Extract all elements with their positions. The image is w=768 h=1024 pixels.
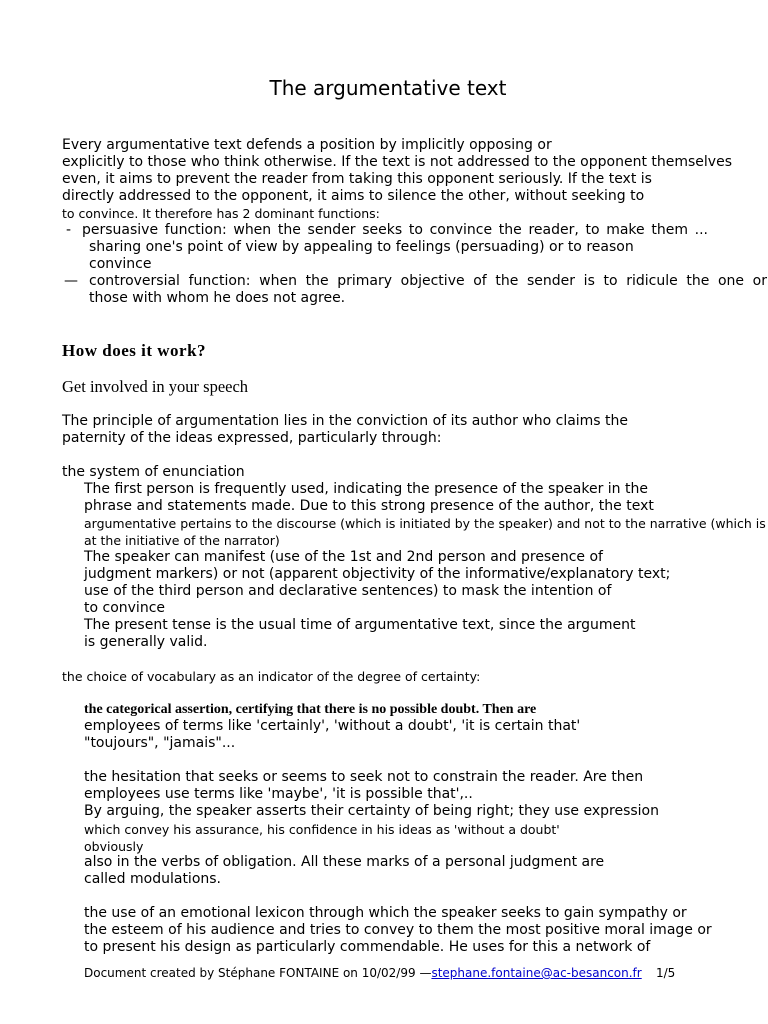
enunciation-line: at the initiative of the narrator)	[84, 533, 280, 548]
enunciation-line: The present tense is the usual time of argumentative text, since the argument	[84, 617, 636, 633]
page-footer	[84, 966, 642, 980]
enunciation-line: is generally valid.	[84, 634, 208, 650]
persuasive-function-line: sharing one's point of view by appealing to feelings (persuading) or to reason	[89, 239, 634, 255]
hesitation-line: By arguing, the speaker asserts their certainty of being right; they use expression	[84, 803, 659, 819]
page-number: 1/5	[656, 966, 676, 980]
intro-line: explicitly to those who think otherwise. If the text is not addressed to the opponent themselves	[62, 154, 732, 170]
hesitation-line: which convey his assurance, his confidence in his ideas as 'without a doubt'	[84, 822, 560, 837]
persuasive-function-line: convince	[89, 256, 152, 272]
hesitation-line: obviously	[84, 839, 144, 854]
enunciation-line: The speaker can manifest (use of the 1st and 2nd person and presence of	[84, 549, 603, 565]
hesitation-line: the hesitation that seeks or seems to seek not to constrain the reader. Are then	[84, 769, 644, 785]
enunciation-line: judgment markers) or not (apparent objectivity of the informative/explanatory text;	[84, 566, 671, 582]
hesitation-line: called modulations.	[84, 871, 221, 887]
persuasive-bullet: -	[66, 222, 72, 238]
intro-line: Every argumentative text defends a position by implicitly opposing or	[62, 137, 552, 153]
intro-line: directly addressed to the opponent, it aims to silence the other, without seeking to	[62, 188, 645, 204]
categorical-assertion-line: "toujours", "jamais"...	[84, 735, 236, 751]
intro-line: to convince. It therefore has 2 dominant functions:	[62, 206, 380, 221]
enunciation-line: The first person is frequently used, indicating the presence of the speaker in the	[84, 481, 648, 497]
hesitation-line: employees use terms like 'maybe', 'it is possible that',..	[84, 786, 473, 802]
enunciation-line: phrase and statements made. Due to this strong presence of the author, the text	[84, 498, 654, 514]
categorical-assertion-line: employees of terms like 'certainly', 'without a doubt', 'it is certain that'	[84, 718, 581, 734]
vocabulary-title: the choice of vocabulary as an indicator of the degree of certainty:	[62, 669, 481, 684]
subheading-involved: Get involved in your speech	[62, 377, 249, 396]
controversial-bullet: —	[64, 273, 78, 289]
document-title: The argumentative text	[269, 76, 507, 100]
hesitation-line: also in the verbs of obligation. All these marks of a personal judgment are	[84, 854, 605, 870]
categorical-assertion-line: the categorical assertion, certifying that there is no possible doubt. Then are	[84, 702, 537, 717]
enunciation-line: to convince	[84, 600, 165, 616]
emotional-lexicon-line: the esteem of his audience and tries to convey to them the most positive moral image or	[84, 922, 712, 938]
controversial-function-line: those with whom he does not agree.	[89, 290, 346, 306]
section-heading-how: How does it work?	[62, 341, 207, 360]
footer-credit: Document created by Stéphane FONTAINE on 10/02/99 —	[84, 966, 432, 980]
emotional-lexicon-line: the use of an emotional lexicon through which the speaker seeks to gain sympathy or	[84, 905, 687, 921]
intro-line: even, it aims to prevent the reader from taking this opponent seriously. If the text is	[62, 171, 652, 187]
author-email-link[interactable]: stephane.fontaine@ac-besancon.fr	[431, 966, 642, 980]
enunciation-line: use of the third person and declarative sentences) to mask the intention of	[84, 583, 612, 599]
persuasive-function-line: persuasive function: when the sender seeks to convince the reader, to make them ...	[82, 222, 708, 238]
emotional-lexicon-line: to present his design as particularly commendable. He uses for this a network of	[84, 939, 651, 955]
controversial-function-line: controversial function: when the primary objective of the sender is to ridicule the one or	[89, 273, 767, 289]
principle-line: paternity of the ideas expressed, particularly through:	[62, 430, 442, 446]
principle-line: The principle of argumentation lies in the conviction of its author who claims the	[62, 413, 629, 429]
enunciation-title: the system of enunciation	[62, 464, 245, 480]
enunciation-line: argumentative pertains to the discourse (which is initiated by the speaker) and not to the narrative (which is	[84, 516, 766, 531]
